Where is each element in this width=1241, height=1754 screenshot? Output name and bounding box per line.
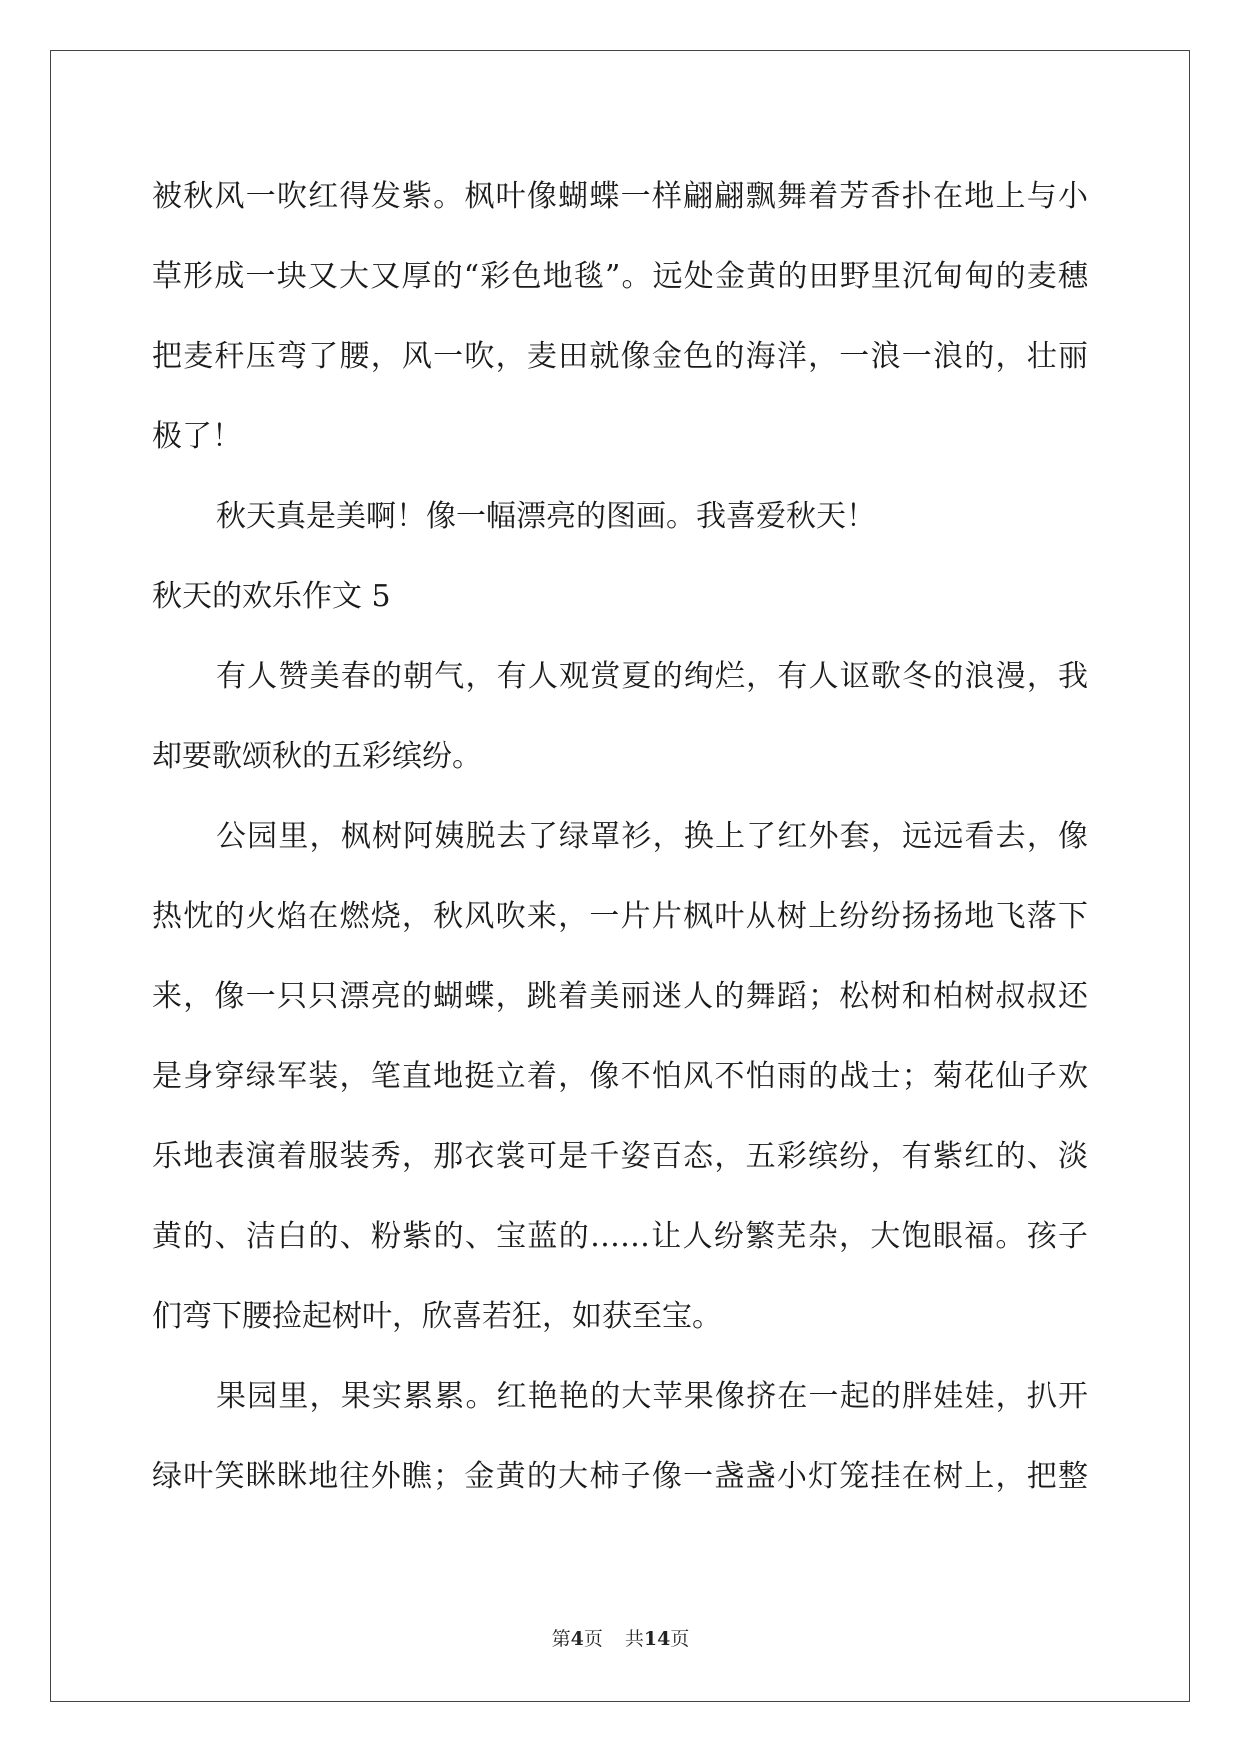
text-line: 草形成一块又大又厚的“彩色地毯”。远处金黄的田野里沉甸甸的麦穗 — [152, 259, 1088, 294]
text-line: 乐地表演着服装秀，那衣裳可是千姿百态，五彩缤纷，有紫红的、淡 — [152, 1139, 1088, 1174]
text-line: 是身穿绿军装，笔直地挺立着，像不怕风不怕雨的战士；菊花仙子欢 — [152, 1059, 1088, 1094]
text-line: 把麦秆压弯了腰，风一吹，麦田就像金色的海洋，一浪一浪的，壮丽 — [152, 339, 1088, 374]
total-pages-suffix: 页 — [670, 1628, 690, 1650]
text-line: 热忱的火焰在燃烧，秋风吹来，一片片枫叶从树上纷纷扬扬地飞落下 — [152, 899, 1088, 934]
text-line: 们弯下腰捡起树叶，欣喜若狂，如获至宝。 — [152, 1299, 722, 1334]
text-line: 黄的、洁白的、粉紫的、宝蓝的……让人纷繁芜杂，大饱眼福。孩子 — [152, 1219, 1088, 1254]
document-body — [152, 157, 1088, 1517]
text-line: 来，像一只只漂亮的蝴蝶，跳着美丽迷人的舞蹈；松树和柏树叔叔还 — [152, 979, 1088, 1014]
text-line: 极了！ — [152, 419, 242, 454]
page-footer — [0, 1627, 1241, 1651]
text-line: 公园里，枫树阿姨脱去了绿罩衫，换上了红外套，远远看去，像 — [216, 819, 1088, 854]
text-line: 果园里，果实累累。红艳艳的大苹果像挤在一起的胖娃娃，扒开 — [216, 1379, 1088, 1414]
page-number-suffix: 页 — [583, 1628, 603, 1650]
page-number-prefix: 第 — [551, 1628, 571, 1650]
text-line: 却要歌颂秋的五彩缤纷。 — [152, 739, 482, 774]
text-line: 绿叶笑眯眯地往外瞧；金黄的大柿子像一盏盏小灯笼挂在树上，把整 — [152, 1459, 1088, 1494]
text-line: 有人赞美春的朝气，有人观赏夏的绚烂，有人讴歌冬的浪漫，我 — [216, 659, 1088, 694]
total-pages-count: 14 — [643, 1628, 671, 1650]
text-line: 秋天的欢乐作文 5 — [152, 579, 391, 614]
text-line: 秋天真是美啊！像一幅漂亮的图画。我喜爱秋天！ — [216, 499, 876, 534]
text-line: 被秋风一吹红得发紫。枫叶像蝴蝶一样翩翩飘舞着芳香扑在地上与小 — [152, 179, 1088, 214]
page-number-current: 4 — [570, 1628, 584, 1650]
total-pages-prefix: 共 — [624, 1628, 644, 1650]
